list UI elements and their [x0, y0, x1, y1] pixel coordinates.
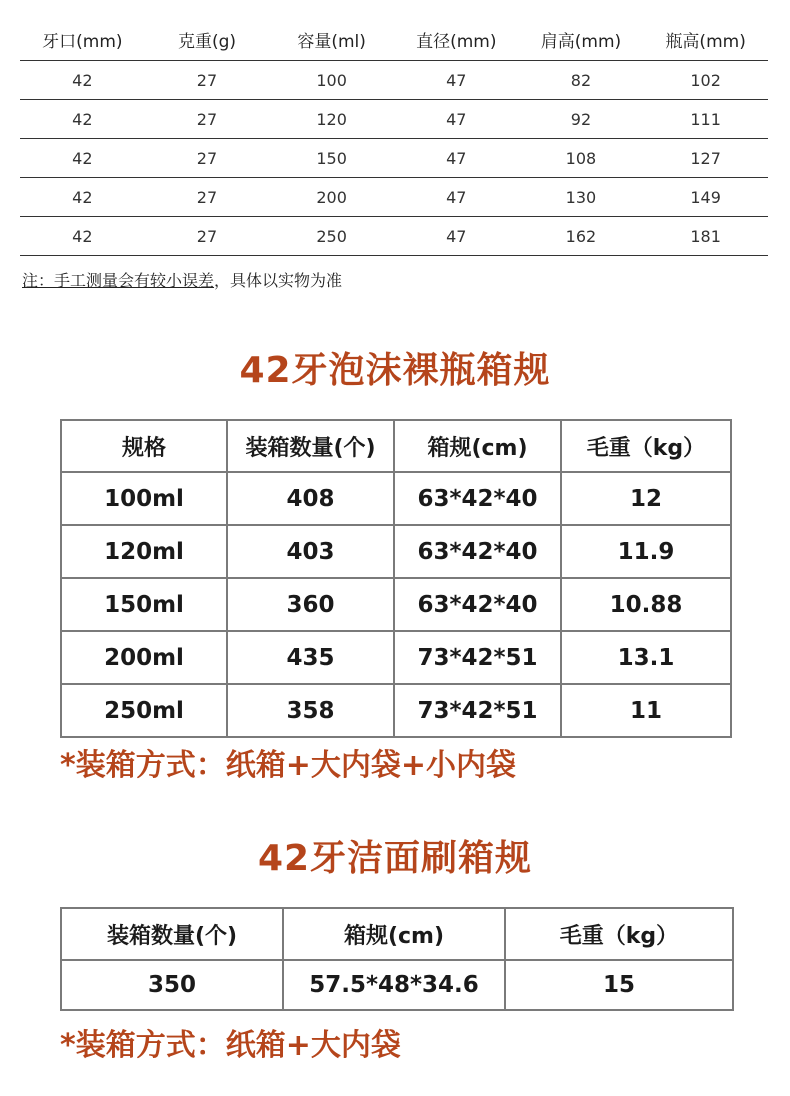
- table-cell: 57.5*48*34.6: [283, 960, 505, 1010]
- table-cell: 111: [643, 100, 768, 139]
- spec-header-cell: 牙口(mm): [20, 18, 145, 61]
- table-cell: 47: [394, 217, 519, 256]
- face-brush-packing-table: [60, 907, 734, 1011]
- table-cell: 100ml: [61, 472, 227, 525]
- table-cell: 47: [394, 61, 519, 100]
- table-cell: 92: [519, 100, 644, 139]
- packing-header-cell: 箱规(cm): [283, 908, 505, 960]
- table-cell: 200ml: [61, 631, 227, 684]
- packing-method-note: *装箱方式：纸箱+大内袋: [60, 1028, 401, 1063]
- measurement-note: [22, 268, 342, 291]
- table-cell: 149: [643, 178, 768, 217]
- packing-header-row: [61, 420, 731, 472]
- table-cell: 63*42*40: [394, 578, 561, 631]
- table-cell: 181: [643, 217, 768, 256]
- table-cell: 408: [227, 472, 394, 525]
- table-cell: 130: [519, 178, 644, 217]
- table-cell: 162: [519, 217, 644, 256]
- table-cell: 13.1: [561, 631, 731, 684]
- table-row: [20, 178, 768, 217]
- table-cell: 102: [643, 61, 768, 100]
- table-row: [61, 960, 733, 1010]
- table-cell: 150: [269, 139, 394, 178]
- spec-header-cell: 容量(ml): [269, 18, 394, 61]
- table-cell: 82: [519, 61, 644, 100]
- packing-header-cell: 装箱数量(个): [61, 908, 283, 960]
- foam-bottle-packing-table: [60, 419, 732, 738]
- table-cell: 360: [227, 578, 394, 631]
- table-cell: 250ml: [61, 684, 227, 737]
- table-cell: 63*42*40: [394, 472, 561, 525]
- table-cell: 200: [269, 178, 394, 217]
- table-cell: 73*42*51: [394, 684, 561, 737]
- table-cell: 12: [561, 472, 731, 525]
- table-row: [61, 578, 731, 631]
- table-cell: 350: [61, 960, 283, 1010]
- table-cell: 403: [227, 525, 394, 578]
- table-cell: 11.9: [561, 525, 731, 578]
- spec-header-row: [20, 18, 768, 61]
- packing-header-cell: 规格: [61, 420, 227, 472]
- table-cell: 27: [145, 61, 270, 100]
- table-cell: 250: [269, 217, 394, 256]
- table-cell: 120: [269, 100, 394, 139]
- table-cell: 27: [145, 100, 270, 139]
- packing-method-note: *装箱方式：纸箱+大内袋+小内袋: [60, 748, 516, 783]
- table-cell: 47: [394, 139, 519, 178]
- table-cell: 42: [20, 139, 145, 178]
- packing-header-cell: 装箱数量(个): [227, 420, 394, 472]
- measurement-note-underlined: 注：手工测量会有较小误差: [22, 271, 215, 290]
- table-cell: 47: [394, 100, 519, 139]
- packing-header-cell: 箱规(cm): [394, 420, 561, 472]
- table-cell: 42: [20, 178, 145, 217]
- table-cell: 11: [561, 684, 731, 737]
- table-cell: 63*42*40: [394, 525, 561, 578]
- spec-header-cell: 瓶高(mm): [643, 18, 768, 61]
- table-cell: 47: [394, 178, 519, 217]
- table-row: [61, 631, 731, 684]
- table-cell: 42: [20, 61, 145, 100]
- table-row: [20, 100, 768, 139]
- packing-header-cell: 毛重（kg）: [561, 420, 731, 472]
- table-cell: 150ml: [61, 578, 227, 631]
- measurement-note-rest: ，具体以实物为准: [214, 271, 343, 290]
- section-title-foam-bottle: 42牙泡沫裸瓶箱规: [239, 350, 551, 391]
- table-cell: 27: [145, 178, 270, 217]
- table-cell: 27: [145, 139, 270, 178]
- table-cell: 73*42*51: [394, 631, 561, 684]
- table-row: [20, 139, 768, 178]
- spec-header-cell: 肩高(mm): [519, 18, 644, 61]
- table-row: [20, 217, 768, 256]
- table-cell: 108: [519, 139, 644, 178]
- packing-header-row: [61, 908, 733, 960]
- table-cell: 100: [269, 61, 394, 100]
- table-cell: 42: [20, 217, 145, 256]
- table-cell: 120ml: [61, 525, 227, 578]
- spec-table: [20, 18, 768, 256]
- section-title-face-brush: 42牙洁面刷箱规: [257, 838, 533, 879]
- table-cell: 15: [505, 960, 733, 1010]
- spec-header-cell: 直径(mm): [394, 18, 519, 61]
- table-row: [20, 61, 768, 100]
- table-row: [61, 684, 731, 737]
- table-cell: 435: [227, 631, 394, 684]
- table-cell: 27: [145, 217, 270, 256]
- table-cell: 10.88: [561, 578, 731, 631]
- packing-header-cell: 毛重（kg）: [505, 908, 733, 960]
- table-row: [61, 472, 731, 525]
- table-cell: 358: [227, 684, 394, 737]
- spec-header-cell: 克重(g): [145, 18, 270, 61]
- table-row: [61, 525, 731, 578]
- table-cell: 42: [20, 100, 145, 139]
- table-cell: 127: [643, 139, 768, 178]
